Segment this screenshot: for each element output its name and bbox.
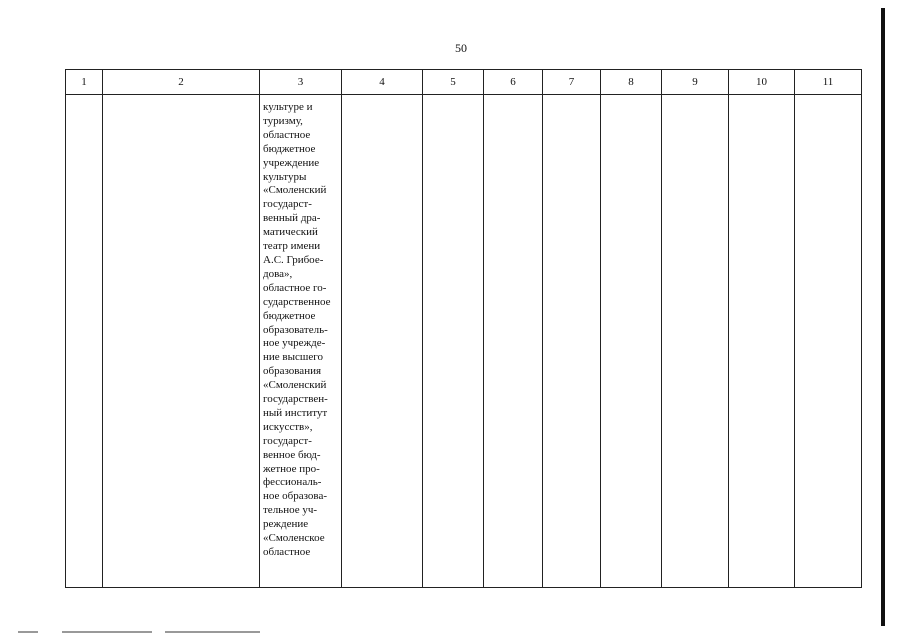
column-header-5: 5 — [423, 70, 484, 95]
cell-col10 — [729, 95, 795, 588]
column-header-4: 4 — [342, 70, 423, 95]
cell-col9 — [662, 95, 729, 588]
column-header-7: 7 — [543, 70, 601, 95]
cell-col1 — [66, 95, 103, 588]
table-header-row — [66, 70, 862, 95]
page-number: 50 — [455, 41, 467, 55]
column-header-8: 8 — [601, 70, 662, 95]
column-header-6: 6 — [484, 70, 543, 95]
column-header-9: 9 — [662, 70, 729, 95]
column-header-2: 2 — [103, 70, 260, 95]
cell-col2 — [103, 95, 260, 588]
column-header-11: 11 — [795, 70, 862, 95]
cell-col8 — [601, 95, 662, 588]
scan-footer-noise — [0, 627, 905, 640]
scan-edge-bar — [881, 8, 885, 626]
cell-col3-text: культуре и туризму, областное бюджетное учреждение культуры «Смоленский государст- венный дра- матический театр имени А.С. Грибое- дова», областное го- сударственное бюджетное образователь- ное учрежде- ние высшего образования «Смоленский государствен- ный институт искусств», государст- венное бюд- жетное про- фессиональ- ное образова- тельное уч- реждение «Смоленское областное — [263, 101, 331, 558]
column-header-10: 10 — [729, 70, 795, 95]
column-header-1: 1 — [66, 70, 103, 95]
cell-col6 — [484, 95, 543, 588]
cell-col3 — [260, 95, 342, 588]
data-table — [65, 69, 862, 588]
column-header-3: 3 — [260, 70, 342, 95]
cell-col7 — [543, 95, 601, 588]
table-row — [66, 95, 862, 588]
cell-col11 — [795, 95, 862, 588]
cell-col5 — [423, 95, 484, 588]
cell-col4 — [342, 95, 423, 588]
